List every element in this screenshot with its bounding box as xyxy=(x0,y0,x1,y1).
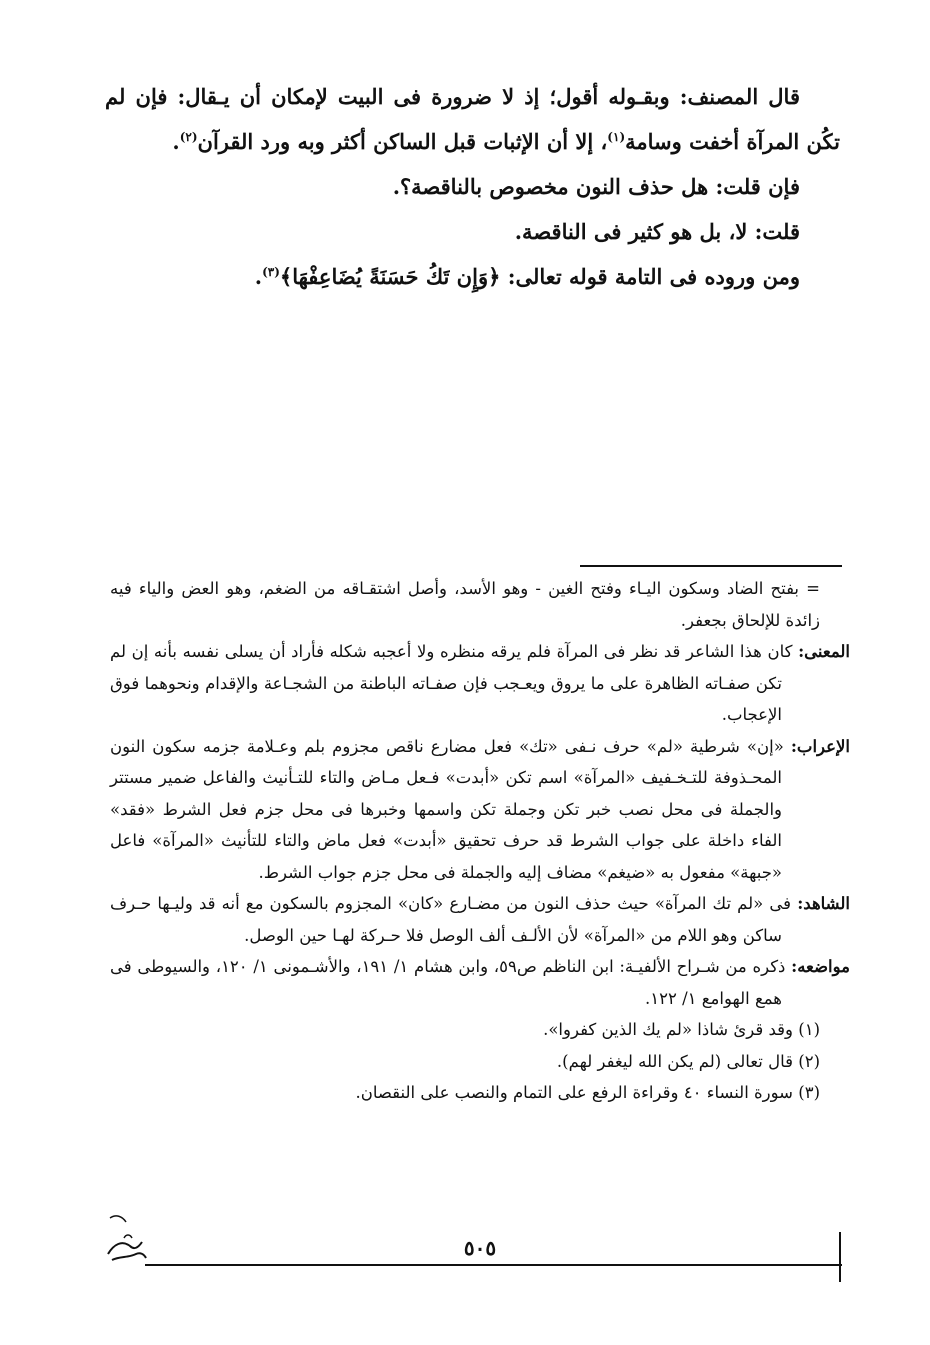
page-bottom-rule xyxy=(145,1264,842,1266)
note-label: الشاهد: xyxy=(797,894,850,913)
paragraph-text: . xyxy=(172,129,180,154)
footnotes-section xyxy=(110,573,850,1109)
note-label: الإعراب: xyxy=(790,736,850,756)
note-sources xyxy=(110,951,850,1014)
main-text xyxy=(105,74,840,299)
note-text: كان هذا الشاعر قد نظر فى المرآة فلم يرقه منظره ولا أعجبه شكله فأراد أن يسلى نفسه بأنه إن لم تكن صفـاته الظاهرة على ما يروق ويعـجب فإن صفـاته الباطنة من الشجـاعة والإقدام ونحوهما فوق الإعجاب. xyxy=(110,642,799,724)
paragraph-question: فإن قلت: هل حذف النون مخصوص بالناقصة؟. xyxy=(392,174,800,199)
footnote-3: (٣) سورة النساء ٤٠ وقراءة الرفع على التمام والنصب على النقصان. xyxy=(355,1083,820,1102)
footnote-ref-2: (٢) xyxy=(179,130,198,144)
note-text: ذكره من شـراح الألفيـة: ابن الناظم ص٥٩، وابن هشام ١/ ١٩١، والأشـمونى ١/ ١٢٠، والسيوطى فى همع الهوامع ١/ ١٢٢. xyxy=(110,957,792,1008)
page-number: ٥٠٥ xyxy=(463,1236,497,1260)
quran-verse: ﴿وَإِن تَكُ حَسَنَةً يُضَاعِفْهَا﴾ xyxy=(279,264,501,289)
note-text: فى «لم تك المرآة» حيث حذف النون من مضـارع «كان» المجزوم بالسكون مع أنه قد وليـها حـرف ساكن وهو اللام من «المرآة» لأن الألـف ألف الوصل فلا حـركة لهـا حين الوصل. xyxy=(110,894,798,945)
note-meaning xyxy=(110,636,850,731)
footnote-2: (٢) قال تعالى (لم يكن الله ليغفر لهم). xyxy=(556,1051,820,1071)
paragraph-author-statement xyxy=(105,74,840,164)
paragraph-text: ومن وروده فى التامة قوله تعالى: xyxy=(500,264,800,289)
note-irab xyxy=(110,731,850,889)
page-corner-mark xyxy=(839,1232,841,1282)
note-text: «إن» شرطية «لم» حرف نـفى «تك» فعل مضارع ناقص مجزوم بلم وعـلامة جزمه سكون النون المحـذوفة للتـخـفيف «المرآة» اسم تكن «أبدت» فـعل مـاض والتاء للتـأنيث والفاعل ضمير مستتر والجملة فى محل نصب خبر تكن وجملة تكن واسمها وخبرها فى محل جزم فعل الشرط «فقد» الفاء داخلة على جواب الشرط قد حرف تحقيق «أبدت» فعل ماض والتاء للتأنيث «المرآة» فاعل «جبهة» مفعول به «ضيغم» مضاف إليه والجملة فى محل جزم جواب الشرط. xyxy=(110,736,791,882)
paragraph-text: . xyxy=(254,264,263,289)
margin-ornament xyxy=(104,1208,148,1266)
footnote-ref-1: (١) xyxy=(607,130,626,144)
note-label: مواضعه: xyxy=(791,957,850,976)
footnote-ref-3: (٣) xyxy=(262,265,280,279)
paragraph-text: قال المصنف: وبقـوله أقول؛ إذ لا ضرورة فى البيت لإمكان أن يـقال: فإن لم تكُن المرآة أخفت وسامة xyxy=(105,84,840,154)
paragraph-text: ، إلا أن الإثبات قبل الساكن أكثر وبه ورد القرآن xyxy=(197,129,608,154)
footnote-continuation: = بفتح الضاد وسكون اليـاء وفتح الغين - وهو الأسد، وأصل اشتقـاقه من الضغم، وهو العض والياء فيه زائدة للإلحاق بجعفر. xyxy=(110,579,820,630)
footnote-separator xyxy=(580,565,842,567)
note-shahid xyxy=(110,888,850,951)
footnote-1: (١) وقد قرئ شاذا «لم يك الذين كفروا». xyxy=(543,1020,820,1039)
paragraph-answer: قلت: لا، بل هو كثير فى الناقصة. xyxy=(514,219,800,244)
paragraph-quran-example xyxy=(105,254,840,299)
note-label: المعنى: xyxy=(798,642,850,661)
